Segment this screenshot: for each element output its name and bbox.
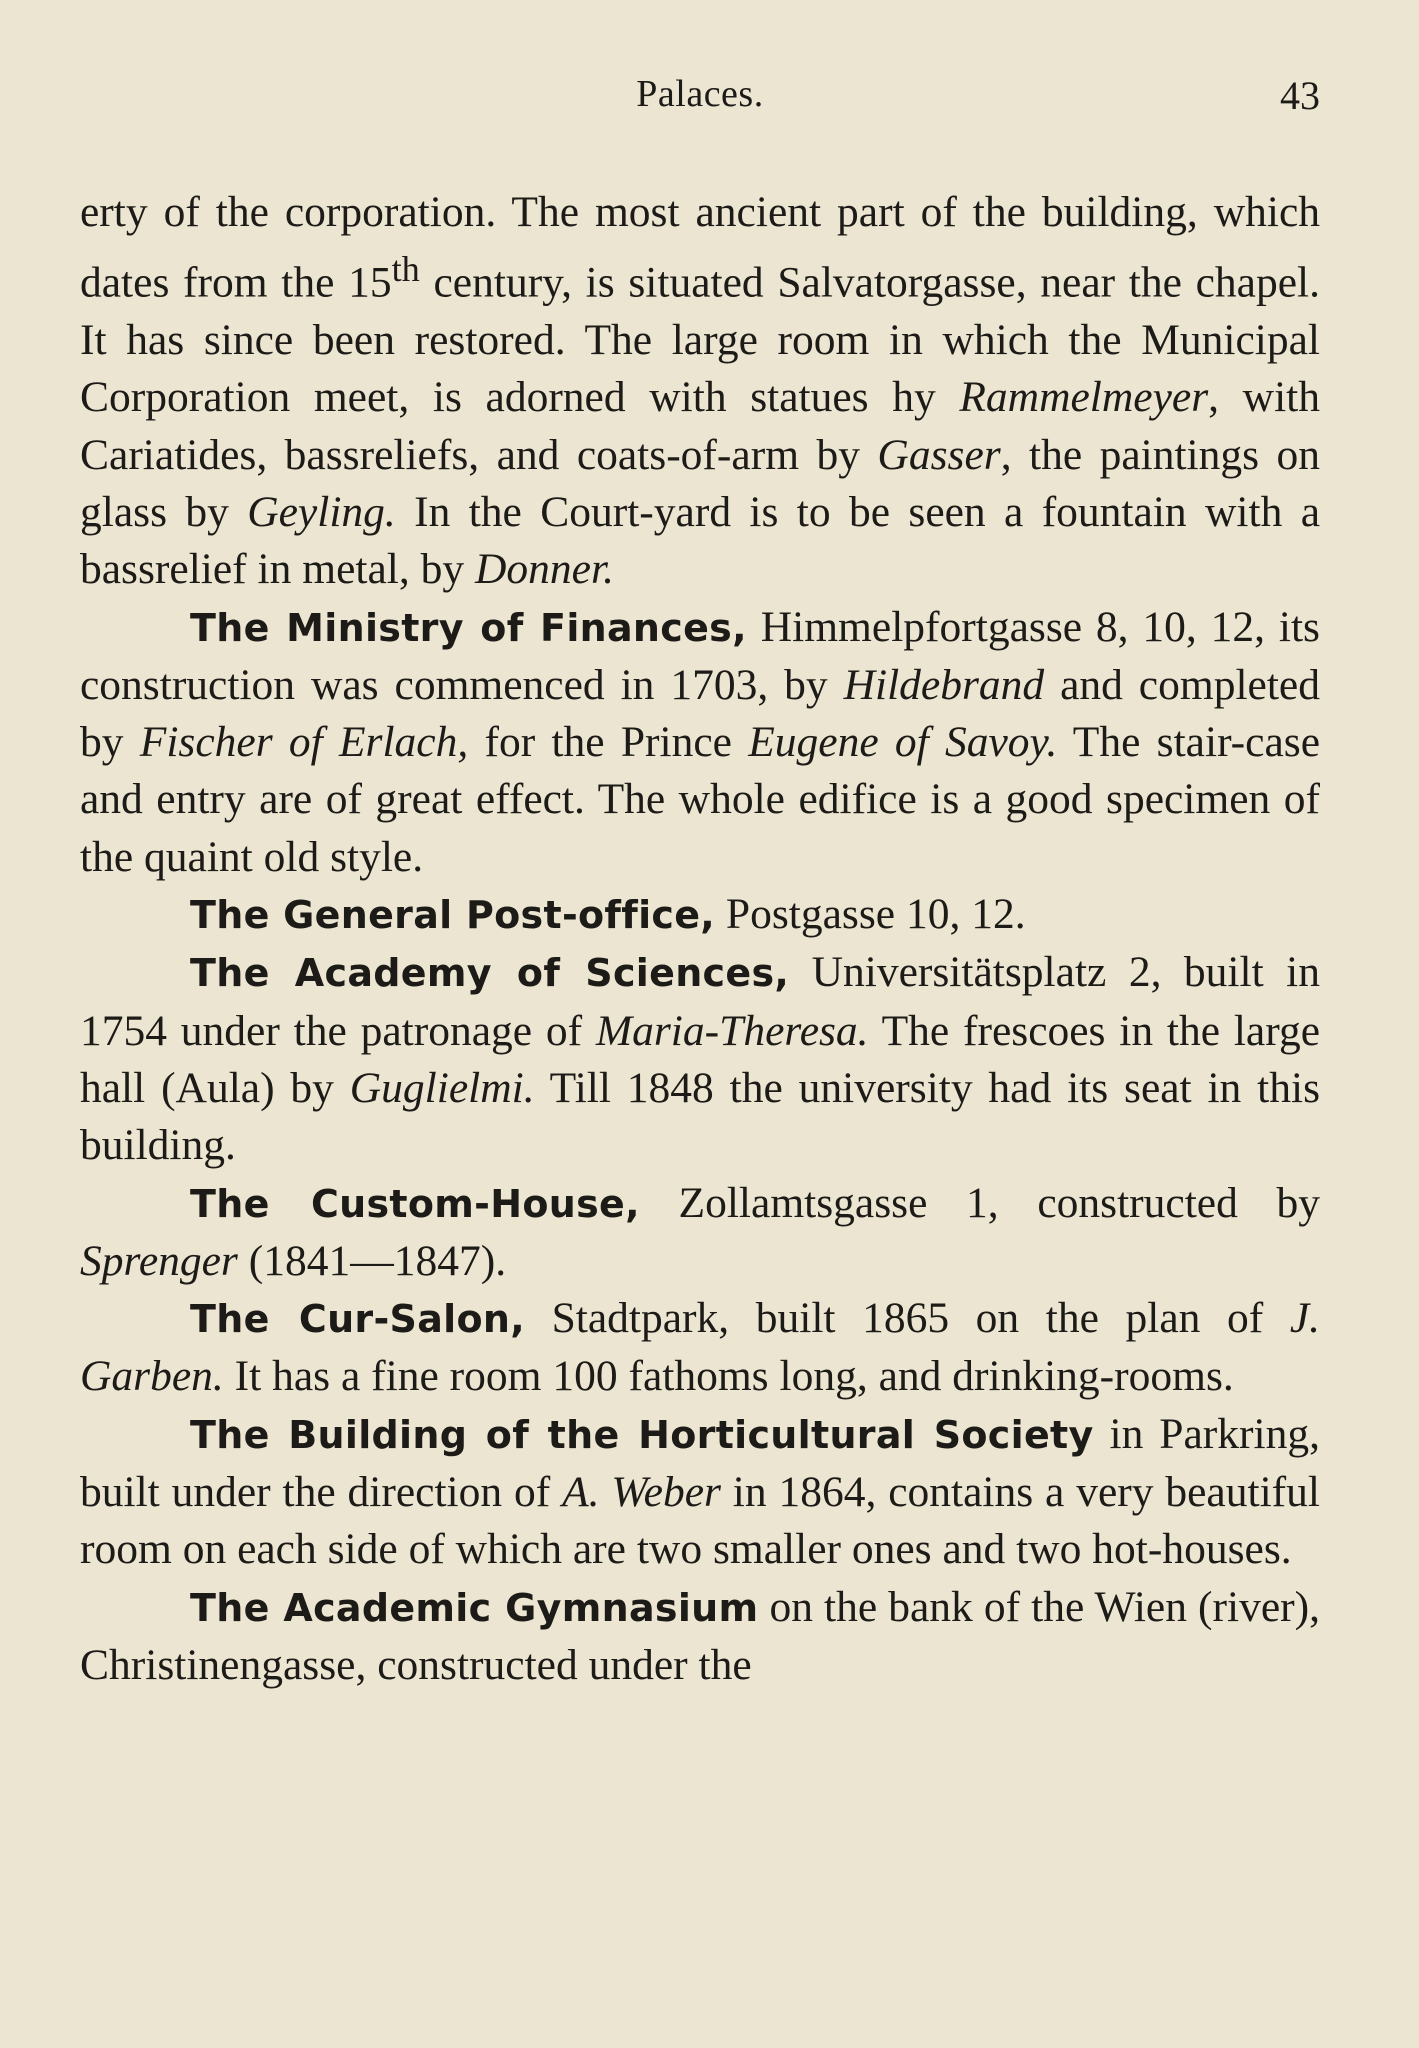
text-run: The frescoes in the large hall (Aula) by <box>80 1006 1320 1112</box>
entry-custom-house <box>80 1175 1320 1291</box>
entry-heading: The Building of the Horticultural Society <box>190 1412 1094 1457</box>
text-run: , with Cariatides, bassreliefs, and coats-of-arm by <box>80 373 1320 479</box>
text-run: Stadtpark, built 1865 on the plan of <box>524 1294 1290 1343</box>
body-text <box>80 184 1320 1694</box>
superscript: th <box>391 249 420 290</box>
entry-heading: The Custom-House, <box>190 1181 640 1226</box>
person-name: Guglielmi. <box>349 1063 535 1112</box>
running-title: Palaces. <box>636 73 764 115</box>
text-run: for the Prince <box>468 718 749 767</box>
text-run: erty of the corporation. The most ancient part of the building, which dates from the 15 <box>80 188 1320 307</box>
text-run: Zollamtsgasse 1, constructed by <box>639 1178 1321 1227</box>
person-name: Hildebrand <box>843 660 1045 709</box>
page-header <box>80 72 1320 132</box>
entry-heading: The General Post-office, <box>190 893 716 938</box>
person-name: Geyling. <box>247 487 396 536</box>
person-name: J. Garben. <box>80 1294 1320 1401</box>
text-run: Till 1848 the university had its seat in this building. <box>80 1063 1320 1170</box>
person-name: Eugene of Savoy. <box>748 718 1058 767</box>
entry-heading: The Ministry of Finances, <box>190 605 747 650</box>
person-name: Rammelmeyer <box>959 373 1209 422</box>
text-run: and completed by <box>80 660 1320 767</box>
entry-heading: The Academy of Sciences, <box>190 951 790 996</box>
text-run: The stair-case and entry are of great effect. The whole edifice is a good specimen of the quaint old style. <box>80 718 1321 881</box>
person-name: A. Weber <box>562 1468 721 1517</box>
person-name: Donner. <box>475 545 614 594</box>
text-run: Universitätsplatz 2, built in 1754 under the patronage of <box>80 948 1320 1055</box>
entry-ministry-of-finances <box>80 599 1320 886</box>
entry-horticultural-society <box>80 1406 1320 1579</box>
person-name: Fischer of Erlach, <box>139 718 469 767</box>
text-run: , the paintings on glass by <box>80 430 1321 536</box>
text-run: on the bank of the Wien (river), Christinengasse, constructed under the <box>80 1582 1320 1689</box>
entry-academic-gymnasium <box>80 1579 1320 1695</box>
person-name: Maria-Theresa. <box>595 1006 869 1055</box>
page-number: 43 <box>1280 73 1320 118</box>
text-run: It has a fine room 100 fathoms long, and drinking-rooms. <box>223 1352 1234 1401</box>
entry-heading: The Cur-Salon, <box>190 1297 525 1342</box>
paragraph-town-hall-continued <box>80 184 1320 599</box>
entry-cur-salon <box>80 1290 1320 1406</box>
text-run: in Parkring, built under the direction of <box>80 1409 1320 1517</box>
entry-heading: The Academic Gymnasium <box>190 1585 759 1630</box>
entry-general-post-office <box>80 886 1320 944</box>
text-run: Himmelpfortgasse 8, 10, 12, its construction was commenced in 1703, by <box>80 602 1320 709</box>
text-run: Postgasse 10, 12. <box>715 890 1026 939</box>
person-name: Gasser <box>877 430 1001 479</box>
person-name: Sprenger <box>80 1236 238 1285</box>
text-run: (1841—1847). <box>237 1236 507 1285</box>
text-run: In the Court-yard is to be seen a fountain with a bassrelief in metal, by <box>80 487 1321 594</box>
entry-academy-of-sciences <box>80 944 1320 1174</box>
text-run: century, is situated Salvatorgasse, near the chapel. It has since been restored. The large room in which the Municipal Corporation meet, is adorned with statues hy <box>80 258 1320 422</box>
text-run: in 1864, contains a very beautiful room on each side of which are two smaller ones and two hot-houses. <box>80 1468 1320 1574</box>
